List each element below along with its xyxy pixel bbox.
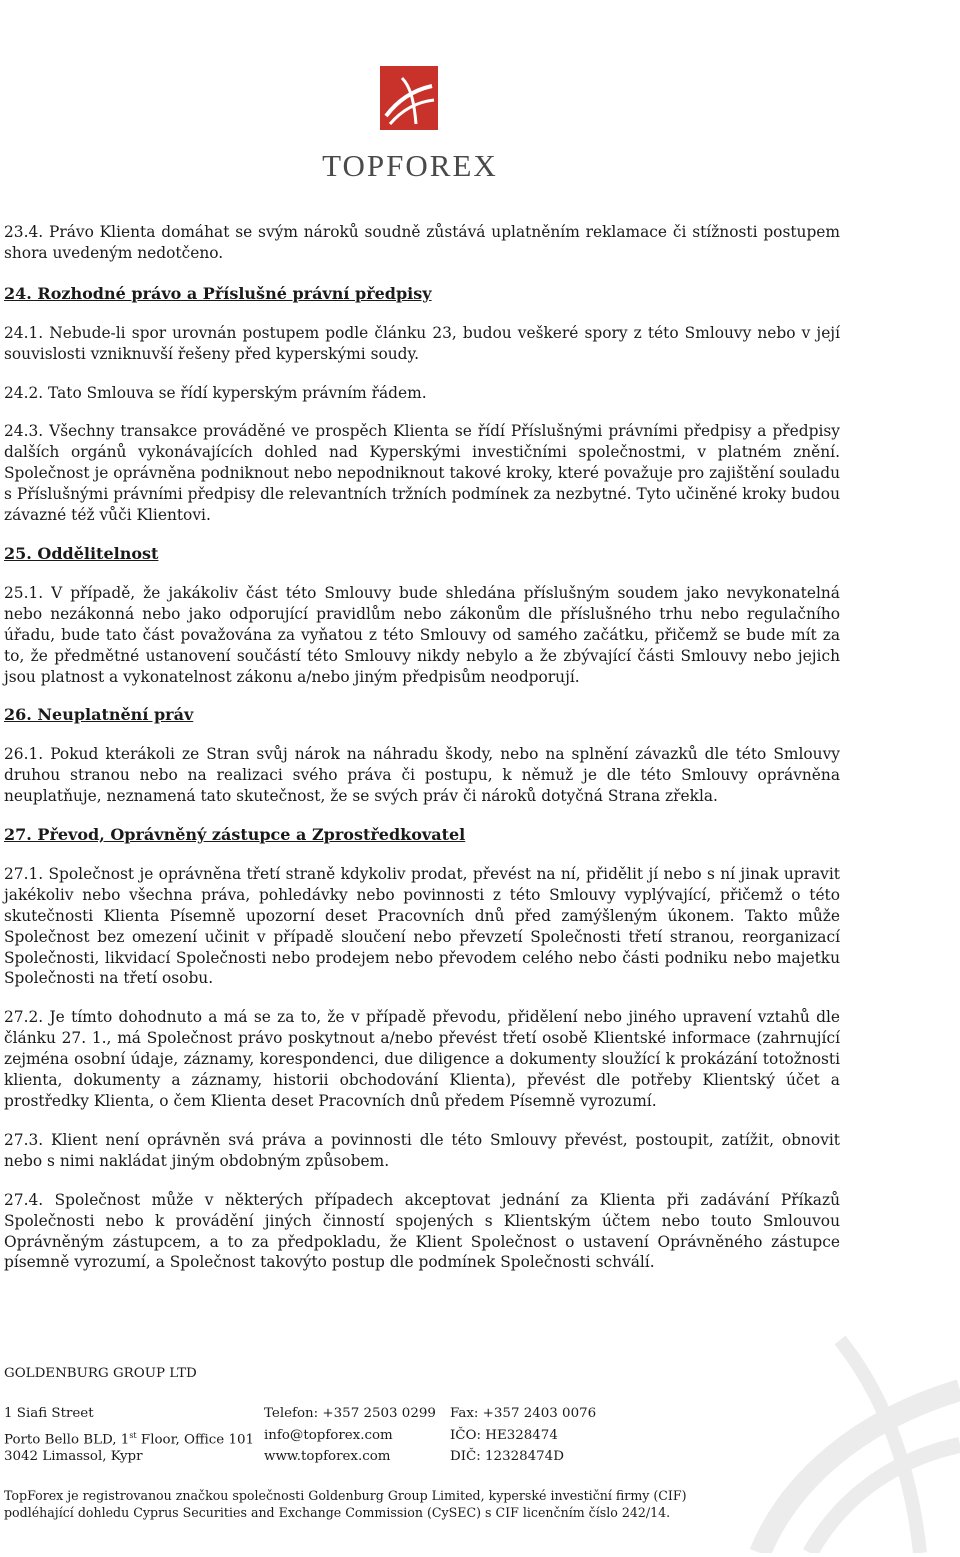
topforex-logo — [300, 66, 520, 184]
heading-25: 25. Oddělitelnost — [4, 543, 159, 563]
footer-address-line-3: 3042 Limassol, Kypr — [4, 1449, 143, 1464]
paragraph-24-1: 24.1. Nebude-li spor urovnán postupem podle článku 23, budou veškeré spory z této Smlouvy nebo v její souvislosti vzniknuvší řešeny před kyperskými soudy. — [4, 323, 840, 363]
footer-company: GOLDENBURG GROUP LTD — [4, 1366, 197, 1381]
footer-address-line-2 — [4, 1425, 264, 1447]
footer-row — [4, 1446, 944, 1468]
footer-website-link[interactable]: www.topforex.com — [264, 1449, 391, 1464]
paragraph-27-2: 27.2. Je tímto dohodnuto a má se za to, že v případě převodu, přidělení nebo jiného upravení vztahů dle článku 27. 1., má Společnost právo poskytnout a/nebo převést třetí osobě Klientské informace (zahrnující zejména osobní údaje, záznamy, korespondenci, due diligence a dokumenty sloužící k prokázání totožnosti klienta, dokumenty a záznamy, historii obchodování Klienta), převést dle potřeby Klientský účet a prostředky Klienta, o čem Klienta deset Pracovních dnů předem Písemně vyrozumí. — [4, 1008, 840, 1110]
paragraph-26-1: 26.1. Pokud kterákoli ze Stran svůj nárok na náhradu škody, nebo na splnění závazků dle této Smlouvy druhou stranou nebo na realizaci svého práva či postupu, k němuž je dle této Smlouvy oprávněna neuplatňuje, neznamená tato skutečnost, že se svých práv či nároků dotyčná Strana zřekla. — [4, 745, 840, 806]
footer-ico: IČO: HE328474 — [450, 1427, 558, 1443]
topforex-logo-icon — [380, 66, 438, 130]
footer-email-link[interactable]: info@topforex.com — [264, 1427, 393, 1443]
footer-address-sup: st — [129, 1430, 137, 1440]
paragraph-24-2: 24.2. Tato Smlouva se řídí kyperským právním řádem. — [4, 383, 427, 402]
logo-wordmark: TOPFOREX — [322, 148, 498, 183]
footer — [4, 1366, 944, 1522]
footer-dic: DIČ: 12328474D — [450, 1449, 564, 1464]
paragraph-27-4: 27.4. Společnost může v některých případech akceptovat jednání za Klienta při zadávání Příkazů Společnosti nebo k provádění jiných činností spojených s Klientským účtem nebo touto Smlouvou Oprávněným zástupcem, a to za předpokladu, že Klient Společnost o ustavení Oprávněného zástupce písemně vyrozumí, a Společnost takovýto postup dle podmínek Společnosti schválí. — [4, 1190, 840, 1272]
document-body — [4, 222, 840, 1291]
footer-address-line-1: 1 Siafi Street — [4, 1406, 94, 1421]
footer-phone: Telefon: +357 2503 0299 — [264, 1406, 436, 1421]
heading-27: 27. Převod, Oprávněný zástupce a Zprostředkovatel — [4, 825, 466, 845]
heading-24: 24. Rozhodné právo a Příslušné právní předpisy — [4, 283, 432, 303]
footer-legal-note: TopForex je registrovanou značkou společnosti Goldenburg Group Limited, kyperské investiční firmy (CIF) podléhající dohledu Cyprus Securities and Exchange Commission (CySEC) s CIF licenčním číslo 242/14. — [4, 1487, 687, 1520]
paragraph-27-1: 27.1. Společnost je oprávněna třetí straně kdykoliv prodat, převést na ní, přidělit jí nebo s ní jinak upravit jakékoliv nebo všechna práva, pohledávky nebo povinnosti z této Smlouvy vyplývající, přičemž o této skutečnosti Klienta Písemně upozorní deset Pracovních dnů před zamýšleným úkonem. Takto může Společnost bez omezení učinit v případě sloučení nebo převzetí Společnosti třetí stranou, reorganizací Společnosti, likvidací Společnosti nebo prodejem nebo převodem celého nebo části podniku nebo majetku Společnosti na třetí osobu. — [4, 864, 840, 988]
footer-row — [4, 1425, 944, 1447]
footer-address-line-2-part-a: Porto Bello BLD, 1 — [4, 1431, 130, 1447]
footer-row — [4, 1403, 944, 1425]
paragraph-25-1: 25.1. V případě, že jakákoliv část této Smlouvy bude shledána příslušným soudem jako nevykonatelná nebo nezákonná nebo jako odporující pravidlům nebo zákonům dle příslušného trhu nebo regulačního úřadu, bude tato část považována za vyňatou z této Smlouvy od samého začátku, přičemž se bude mít za to, že předmětné ustanovení součástí této Smlouvy nikdy nebylo a že zbývající části Smlouvy nebo jejich jsou platnost a vykonatelnost zákonu a/nebo jiným předpisům neodporují. — [4, 583, 840, 686]
paragraph-24-3: 24.3. Všechny transakce prováděné ve prospěch Klienta se řídí Příslušnými právními předpisy a předpisy dalších orgánů vykonávajících dohled nad Kyperskými investičními společnostmi, v platném znění. Společnost je oprávněna podniknout nebo nepodniknout takové kroky, které považuje pro zajištění souladu s Příslušnými právními předpisy dle relevantních tržních podmínek za nezbytné. Tyto učiněné kroky budou závazné též vůči Klientovi. — [4, 422, 840, 525]
paragraph-23-4: 23.4. Právo Klienta domáhat se svým nároků soudně zůstává uplatněním reklamace či stížnosti postupem shora uvedeným nedotčeno. — [4, 223, 840, 262]
footer-address-line-2-part-b: Floor, Office 101 — [136, 1431, 255, 1447]
heading-26: 26. Neuplatnění práv — [4, 705, 194, 725]
paragraph-27-3: 27.3. Klient není oprávněn svá práva a povinnosti dle této Smlouvy převést, postoupit, zatížit, obnovit nebo s nimi nakládat jiným obdobným způsobem. — [4, 1130, 840, 1170]
footer-fax: Fax: +357 2403 0076 — [450, 1406, 597, 1421]
